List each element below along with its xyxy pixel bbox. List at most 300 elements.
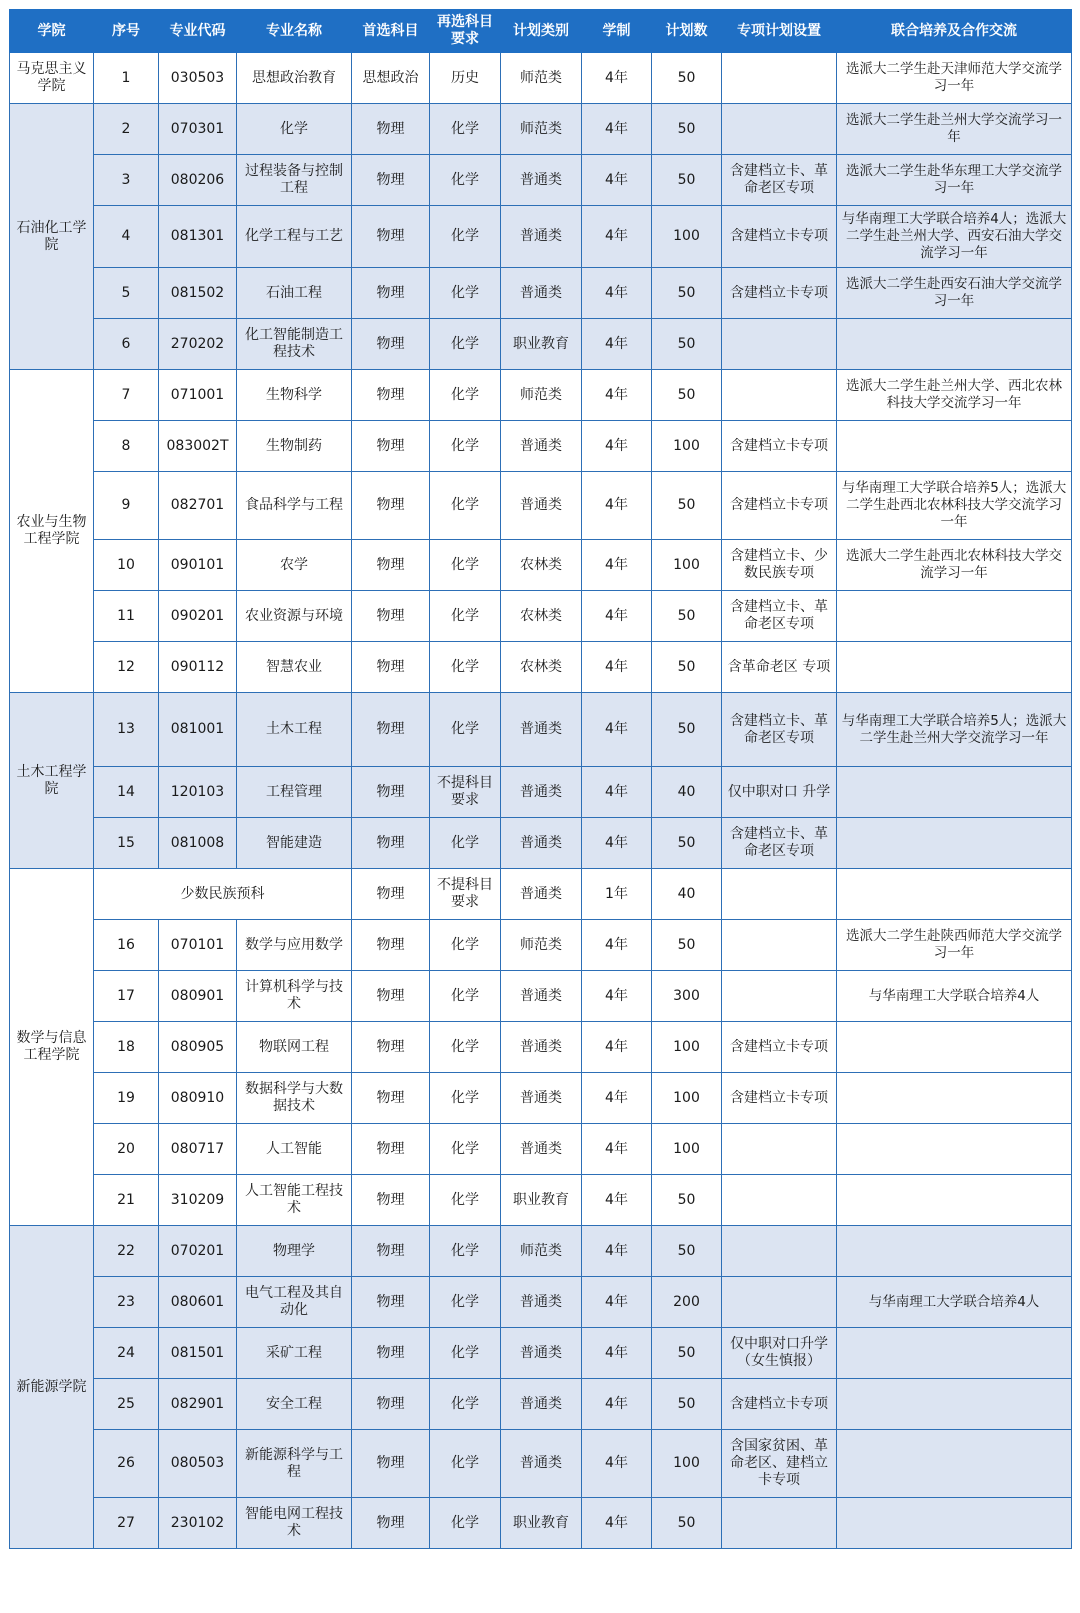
cell-second-subject: 化学 [430, 268, 501, 319]
cell-no: 20 [94, 1124, 159, 1175]
cell-years: 4年 [582, 767, 652, 818]
cell-first-subject: 物理 [352, 767, 430, 818]
cell-second-subject: 不提科目要求 [430, 869, 501, 920]
cell-major: 土木工程 [237, 693, 352, 767]
cell-no: 17 [94, 971, 159, 1022]
cell-plan-type: 师范类 [501, 370, 582, 421]
cell-plan-count: 50 [652, 591, 722, 642]
cell-code: 080901 [159, 971, 237, 1022]
cell-cooperation [837, 767, 1072, 818]
table-row [10, 1379, 1072, 1430]
cell-code: 081502 [159, 268, 237, 319]
cell-no: 5 [94, 268, 159, 319]
cell-major: 计算机科学与技术 [237, 971, 352, 1022]
cell-no: 25 [94, 1379, 159, 1430]
cell-second-subject: 化学 [430, 1328, 501, 1379]
cell-first-subject: 物理 [352, 268, 430, 319]
table-header-row [10, 10, 1072, 53]
cell-plan-type: 普通类 [501, 1022, 582, 1073]
cell-years: 4年 [582, 818, 652, 869]
cell-special-plan: 仅中职对口 升学 [722, 767, 837, 818]
cell-years: 4年 [582, 920, 652, 971]
cell-cooperation: 与华南理工大学联合培养5人；选派大二学生赴兰州大学交流学习一年 [837, 693, 1072, 767]
cell-plan-count: 50 [652, 1226, 722, 1277]
header-years: 学制 [582, 10, 652, 53]
cell-plan-type: 普通类 [501, 1430, 582, 1498]
cell-plan-count: 100 [652, 421, 722, 472]
cell-no: 26 [94, 1430, 159, 1498]
table-row [10, 104, 1072, 155]
cell-cooperation [837, 1430, 1072, 1498]
cell-cooperation [837, 642, 1072, 693]
cell-major: 过程装备与控制工程 [237, 155, 352, 206]
cell-cooperation: 与华南理工大学联合培养4人；选派大二学生赴兰州大学、西安石油大学交流学习一年 [837, 206, 1072, 268]
table-row [10, 540, 1072, 591]
cell-plan-count: 50 [652, 472, 722, 540]
cell-no: 22 [94, 1226, 159, 1277]
cell-special-plan: 含建档立卡专项 [722, 1379, 837, 1430]
cell-second-subject: 化学 [430, 1379, 501, 1430]
cell-special-plan [722, 370, 837, 421]
cell-cooperation: 选派大二学生赴兰州大学交流学习一年 [837, 104, 1072, 155]
cell-plan-count: 300 [652, 971, 722, 1022]
cell-special-plan [722, 104, 837, 155]
cell-first-subject: 物理 [352, 1430, 430, 1498]
cell-code: 071001 [159, 370, 237, 421]
cell-special-plan [722, 1175, 837, 1226]
cell-cooperation [837, 1073, 1072, 1124]
cell-years: 4年 [582, 206, 652, 268]
cell-major: 数学与应用数学 [237, 920, 352, 971]
cell-years: 4年 [582, 971, 652, 1022]
cell-plan-count: 50 [652, 642, 722, 693]
table-row [10, 591, 1072, 642]
table-row [10, 268, 1072, 319]
cell-plan-count: 100 [652, 206, 722, 268]
cell-plan-type: 职业教育 [501, 1498, 582, 1549]
cell-plan-type: 农林类 [501, 591, 582, 642]
cell-code: 081001 [159, 693, 237, 767]
cell-years: 4年 [582, 693, 652, 767]
cell-plan-type: 普通类 [501, 1124, 582, 1175]
cell-major: 化学工程与工艺 [237, 206, 352, 268]
cell-major: 物理学 [237, 1226, 352, 1277]
table-row [10, 1175, 1072, 1226]
table-row [10, 767, 1072, 818]
cell-years: 4年 [582, 421, 652, 472]
table-row [10, 1328, 1072, 1379]
cell-no: 16 [94, 920, 159, 971]
cell-plan-count: 50 [652, 319, 722, 370]
cell-second-subject: 化学 [430, 1022, 501, 1073]
cell-first-subject: 物理 [352, 104, 430, 155]
cell-plan-type: 职业教育 [501, 1175, 582, 1226]
cell-plan-type: 普通类 [501, 1379, 582, 1430]
cell-major: 人工智能 [237, 1124, 352, 1175]
cell-special-plan: 含建档立卡专项 [722, 1073, 837, 1124]
cell-major: 化学 [237, 104, 352, 155]
cell-second-subject: 化学 [430, 319, 501, 370]
cell-second-subject: 化学 [430, 1124, 501, 1175]
cell-code: 081301 [159, 206, 237, 268]
cell-plan-count: 100 [652, 1124, 722, 1175]
cell-cooperation: 选派大二学生赴西北农林科技大学交流学习一年 [837, 540, 1072, 591]
cell-plan-type: 普通类 [501, 818, 582, 869]
cell-special-plan: 含建档立卡、革命老区专项 [722, 693, 837, 767]
cell-second-subject: 化学 [430, 472, 501, 540]
cell-no: 24 [94, 1328, 159, 1379]
cell-cooperation [837, 818, 1072, 869]
cell-plan-type: 普通类 [501, 155, 582, 206]
cell-second-subject: 化学 [430, 155, 501, 206]
cell-first-subject: 物理 [352, 1124, 430, 1175]
cell-no: 13 [94, 693, 159, 767]
header-first-subject: 首选科目 [352, 10, 430, 53]
cell-second-subject: 化学 [430, 591, 501, 642]
cell-plan-count: 50 [652, 155, 722, 206]
cell-first-subject: 物理 [352, 540, 430, 591]
cell-code: 270202 [159, 319, 237, 370]
cell-major: 安全工程 [237, 1379, 352, 1430]
cell-special-plan: 含建档立卡专项 [722, 421, 837, 472]
header-no: 序号 [94, 10, 159, 53]
cell-college: 马克思主义学院 [10, 53, 94, 104]
cell-code: 080206 [159, 155, 237, 206]
cell-second-subject: 化学 [430, 370, 501, 421]
cell-special-plan [722, 920, 837, 971]
cell-years: 4年 [582, 540, 652, 591]
cell-first-subject: 物理 [352, 591, 430, 642]
cell-code: 080601 [159, 1277, 237, 1328]
cell-special-plan [722, 1277, 837, 1328]
header-college: 学院 [10, 10, 94, 53]
cell-plan-type: 师范类 [501, 920, 582, 971]
cell-first-subject: 物理 [352, 1277, 430, 1328]
cell-cooperation: 与华南理工大学联合培养4人 [837, 971, 1072, 1022]
cell-special-plan [722, 1124, 837, 1175]
cell-no: 4 [94, 206, 159, 268]
cell-special-plan [722, 319, 837, 370]
cell-code: 230102 [159, 1498, 237, 1549]
cell-first-subject: 物理 [352, 1498, 430, 1549]
cell-first-subject: 物理 [352, 818, 430, 869]
cell-plan-type: 普通类 [501, 1328, 582, 1379]
cell-special-plan: 含建档立卡、少数民族专项 [722, 540, 837, 591]
cell-first-subject: 物理 [352, 971, 430, 1022]
cell-no: 1 [94, 53, 159, 104]
cell-first-subject: 物理 [352, 1328, 430, 1379]
cell-no: 6 [94, 319, 159, 370]
cell-major: 化工智能制造工程技术 [237, 319, 352, 370]
header-second-subject: 再选科目要求 [430, 10, 501, 53]
cell-second-subject: 历史 [430, 53, 501, 104]
admission-plan-table [9, 9, 1072, 1549]
cell-special-plan [722, 1226, 837, 1277]
cell-plan-type: 师范类 [501, 104, 582, 155]
cell-first-subject: 物理 [352, 1379, 430, 1430]
cell-plan-count: 50 [652, 693, 722, 767]
table-row [10, 920, 1072, 971]
cell-code: 080717 [159, 1124, 237, 1175]
cell-code: 081501 [159, 1328, 237, 1379]
table-row [10, 1226, 1072, 1277]
table-row [10, 1022, 1072, 1073]
cell-plan-count: 50 [652, 370, 722, 421]
cell-plan-count: 50 [652, 104, 722, 155]
header-plan-count: 计划数 [652, 10, 722, 53]
table-row [10, 1277, 1072, 1328]
cell-no: 23 [94, 1277, 159, 1328]
table-row [10, 370, 1072, 421]
cell-years: 4年 [582, 268, 652, 319]
cell-plan-count: 50 [652, 818, 722, 869]
cell-major: 农业资源与环境 [237, 591, 352, 642]
cell-years: 4年 [582, 104, 652, 155]
cell-plan-type: 普通类 [501, 206, 582, 268]
cell-college: 石油化工学院 [10, 104, 94, 370]
cell-second-subject: 化学 [430, 642, 501, 693]
cell-plan-type: 职业教育 [501, 319, 582, 370]
cell-code: 070301 [159, 104, 237, 155]
cell-code: 120103 [159, 767, 237, 818]
cell-college: 土木工程学院 [10, 693, 94, 869]
cell-years: 4年 [582, 1073, 652, 1124]
cell-cooperation: 选派大二学生赴陕西师范大学交流学习一年 [837, 920, 1072, 971]
cell-second-subject: 化学 [430, 421, 501, 472]
header-code: 专业代码 [159, 10, 237, 53]
cell-code: 090101 [159, 540, 237, 591]
cell-cooperation [837, 591, 1072, 642]
cell-special-plan [722, 1498, 837, 1549]
cell-special-plan: 含建档立卡专项 [722, 206, 837, 268]
cell-no: 15 [94, 818, 159, 869]
cell-no: 11 [94, 591, 159, 642]
cell-years: 4年 [582, 472, 652, 540]
cell-first-subject: 物理 [352, 472, 430, 540]
cell-years: 4年 [582, 591, 652, 642]
cell-no: 14 [94, 767, 159, 818]
table-row [10, 1430, 1072, 1498]
cell-code: 090112 [159, 642, 237, 693]
table-row [10, 1073, 1072, 1124]
cell-special-plan: 含建档立卡专项 [722, 268, 837, 319]
cell-first-subject: 物理 [352, 319, 430, 370]
cell-code: 090201 [159, 591, 237, 642]
cell-special-plan: 含建档立卡、革命老区专项 [722, 155, 837, 206]
cell-major: 物联网工程 [237, 1022, 352, 1073]
cell-special-plan: 含建档立卡专项 [722, 472, 837, 540]
cell-code: 081008 [159, 818, 237, 869]
cell-major: 电气工程及其自动化 [237, 1277, 352, 1328]
cell-plan-type: 师范类 [501, 1226, 582, 1277]
header-special-plan: 专项计划设置 [722, 10, 837, 53]
cell-plan-count: 100 [652, 540, 722, 591]
cell-cooperation: 选派大二学生赴华东理工大学交流学习一年 [837, 155, 1072, 206]
cell-college: 数学与信息工程学院 [10, 869, 94, 1226]
cell-major: 思想政治教育 [237, 53, 352, 104]
cell-plan-count: 50 [652, 1498, 722, 1549]
cell-cooperation [837, 1175, 1072, 1226]
cell-second-subject: 化学 [430, 818, 501, 869]
cell-major: 数据科学与大数据技术 [237, 1073, 352, 1124]
cell-special-plan: 含建档立卡、革命老区专项 [722, 591, 837, 642]
cell-first-subject: 物理 [352, 155, 430, 206]
cell-plan-count: 50 [652, 1379, 722, 1430]
header-cooperation: 联合培养及合作交流 [837, 10, 1072, 53]
cell-second-subject: 化学 [430, 920, 501, 971]
cell-no: 27 [94, 1498, 159, 1549]
cell-years: 4年 [582, 53, 652, 104]
cell-years: 4年 [582, 155, 652, 206]
cell-plan-count: 40 [652, 869, 722, 920]
cell-no: 12 [94, 642, 159, 693]
cell-code: 082701 [159, 472, 237, 540]
cell-years: 4年 [582, 642, 652, 693]
table-row [10, 1124, 1072, 1175]
cell-cooperation [837, 421, 1072, 472]
cell-first-subject: 物理 [352, 421, 430, 472]
cell-major: 生物科学 [237, 370, 352, 421]
cell-second-subject: 化学 [430, 1073, 501, 1124]
cell-code: 083002T [159, 421, 237, 472]
cell-cooperation [837, 1498, 1072, 1549]
cell-plan-count: 40 [652, 767, 722, 818]
cell-second-subject: 化学 [430, 104, 501, 155]
cell-plan-type: 普通类 [501, 1277, 582, 1328]
cell-no: 7 [94, 370, 159, 421]
cell-years: 4年 [582, 1022, 652, 1073]
cell-second-subject: 化学 [430, 693, 501, 767]
table-body [10, 53, 1072, 1549]
cell-no: 19 [94, 1073, 159, 1124]
cell-cooperation: 与华南理工大学联合培养4人 [837, 1277, 1072, 1328]
cell-second-subject: 化学 [430, 1430, 501, 1498]
table-row [10, 642, 1072, 693]
cell-second-subject: 化学 [430, 1226, 501, 1277]
cell-no: 2 [94, 104, 159, 155]
cell-second-subject: 化学 [430, 971, 501, 1022]
cell-years: 4年 [582, 1498, 652, 1549]
cell-special-plan [722, 53, 837, 104]
cell-code: 082901 [159, 1379, 237, 1430]
cell-plan-type: 普通类 [501, 421, 582, 472]
cell-second-subject: 化学 [430, 1175, 501, 1226]
cell-years: 4年 [582, 370, 652, 421]
cell-plan-count: 50 [652, 268, 722, 319]
cell-second-subject: 不提科目要求 [430, 767, 501, 818]
cell-major: 工程管理 [237, 767, 352, 818]
cell-first-subject: 思想政治 [352, 53, 430, 104]
table-row [10, 1498, 1072, 1549]
cell-cooperation: 选派大二学生赴西安石油大学交流学习一年 [837, 268, 1072, 319]
cell-major: 生物制药 [237, 421, 352, 472]
cell-years: 4年 [582, 1175, 652, 1226]
table-row [10, 869, 1072, 920]
table-row [10, 206, 1072, 268]
header-major: 专业名称 [237, 10, 352, 53]
cell-no: 18 [94, 1022, 159, 1073]
cell-years: 4年 [582, 1277, 652, 1328]
cell-plan-count: 50 [652, 1175, 722, 1226]
cell-no: 3 [94, 155, 159, 206]
cell-plan-type: 农林类 [501, 642, 582, 693]
cell-cooperation [837, 1379, 1072, 1430]
cell-major: 智能建造 [237, 818, 352, 869]
table-row [10, 53, 1072, 104]
cell-special-plan [722, 869, 837, 920]
cell-plan-count: 50 [652, 53, 722, 104]
cell-code: 310209 [159, 1175, 237, 1226]
cell-special-plan: 仅中职对口升学（女生慎报） [722, 1328, 837, 1379]
cell-second-subject: 化学 [430, 1498, 501, 1549]
cell-college: 农业与生物工程学院 [10, 370, 94, 693]
cell-plan-count: 50 [652, 1328, 722, 1379]
cell-major: 智慧农业 [237, 642, 352, 693]
cell-years: 4年 [582, 319, 652, 370]
cell-years: 4年 [582, 1328, 652, 1379]
cell-cooperation [837, 869, 1072, 920]
cell-major: 新能源科学与工程 [237, 1430, 352, 1498]
cell-plan-type: 普通类 [501, 472, 582, 540]
cell-special-plan [722, 971, 837, 1022]
cell-special-plan: 含建档立卡专项 [722, 1022, 837, 1073]
cell-cooperation [837, 1022, 1072, 1073]
cell-years: 4年 [582, 1379, 652, 1430]
table-row [10, 472, 1072, 540]
cell-special-plan: 含建档立卡、革命老区专项 [722, 818, 837, 869]
cell-plan-type: 普通类 [501, 767, 582, 818]
cell-plan-type: 农林类 [501, 540, 582, 591]
cell-code: 030503 [159, 53, 237, 104]
cell-major: 农学 [237, 540, 352, 591]
cell-plan-type: 普通类 [501, 268, 582, 319]
cell-cooperation [837, 1328, 1072, 1379]
cell-cooperation: 选派大二学生赴天津师范大学交流学习一年 [837, 53, 1072, 104]
cell-major: 石油工程 [237, 268, 352, 319]
table-row [10, 421, 1072, 472]
cell-plan-type: 师范类 [501, 53, 582, 104]
cell-code: 080910 [159, 1073, 237, 1124]
cell-code: 070201 [159, 1226, 237, 1277]
cell-plan-type: 普通类 [501, 971, 582, 1022]
cell-cooperation: 选派大二学生赴兰州大学、西北农林科技大学交流学习一年 [837, 370, 1072, 421]
cell-major: 食品科学与工程 [237, 472, 352, 540]
cell-cooperation [837, 1226, 1072, 1277]
cell-years: 4年 [582, 1124, 652, 1175]
cell-years: 1年 [582, 869, 652, 920]
table-row [10, 818, 1072, 869]
cell-plan-count: 100 [652, 1022, 722, 1073]
cell-no: 9 [94, 472, 159, 540]
cell-years: 4年 [582, 1226, 652, 1277]
header-plan-type: 计划类别 [501, 10, 582, 53]
cell-second-subject: 化学 [430, 206, 501, 268]
cell-special-plan: 含革命老区 专项 [722, 642, 837, 693]
table-row [10, 971, 1072, 1022]
cell-first-subject: 物理 [352, 1175, 430, 1226]
cell-plan-count: 100 [652, 1430, 722, 1498]
cell-college: 新能源学院 [10, 1226, 94, 1549]
cell-cooperation: 与华南理工大学联合培养5人；选派大二学生赴西北农林科技大学交流学习一年 [837, 472, 1072, 540]
cell-first-subject: 物理 [352, 869, 430, 920]
cell-first-subject: 物理 [352, 206, 430, 268]
cell-code: 070101 [159, 920, 237, 971]
cell-major: 采矿工程 [237, 1328, 352, 1379]
cell-prep-label: 少数民族预科 [94, 869, 352, 920]
table-row [10, 319, 1072, 370]
cell-first-subject: 物理 [352, 920, 430, 971]
table-row [10, 693, 1072, 767]
